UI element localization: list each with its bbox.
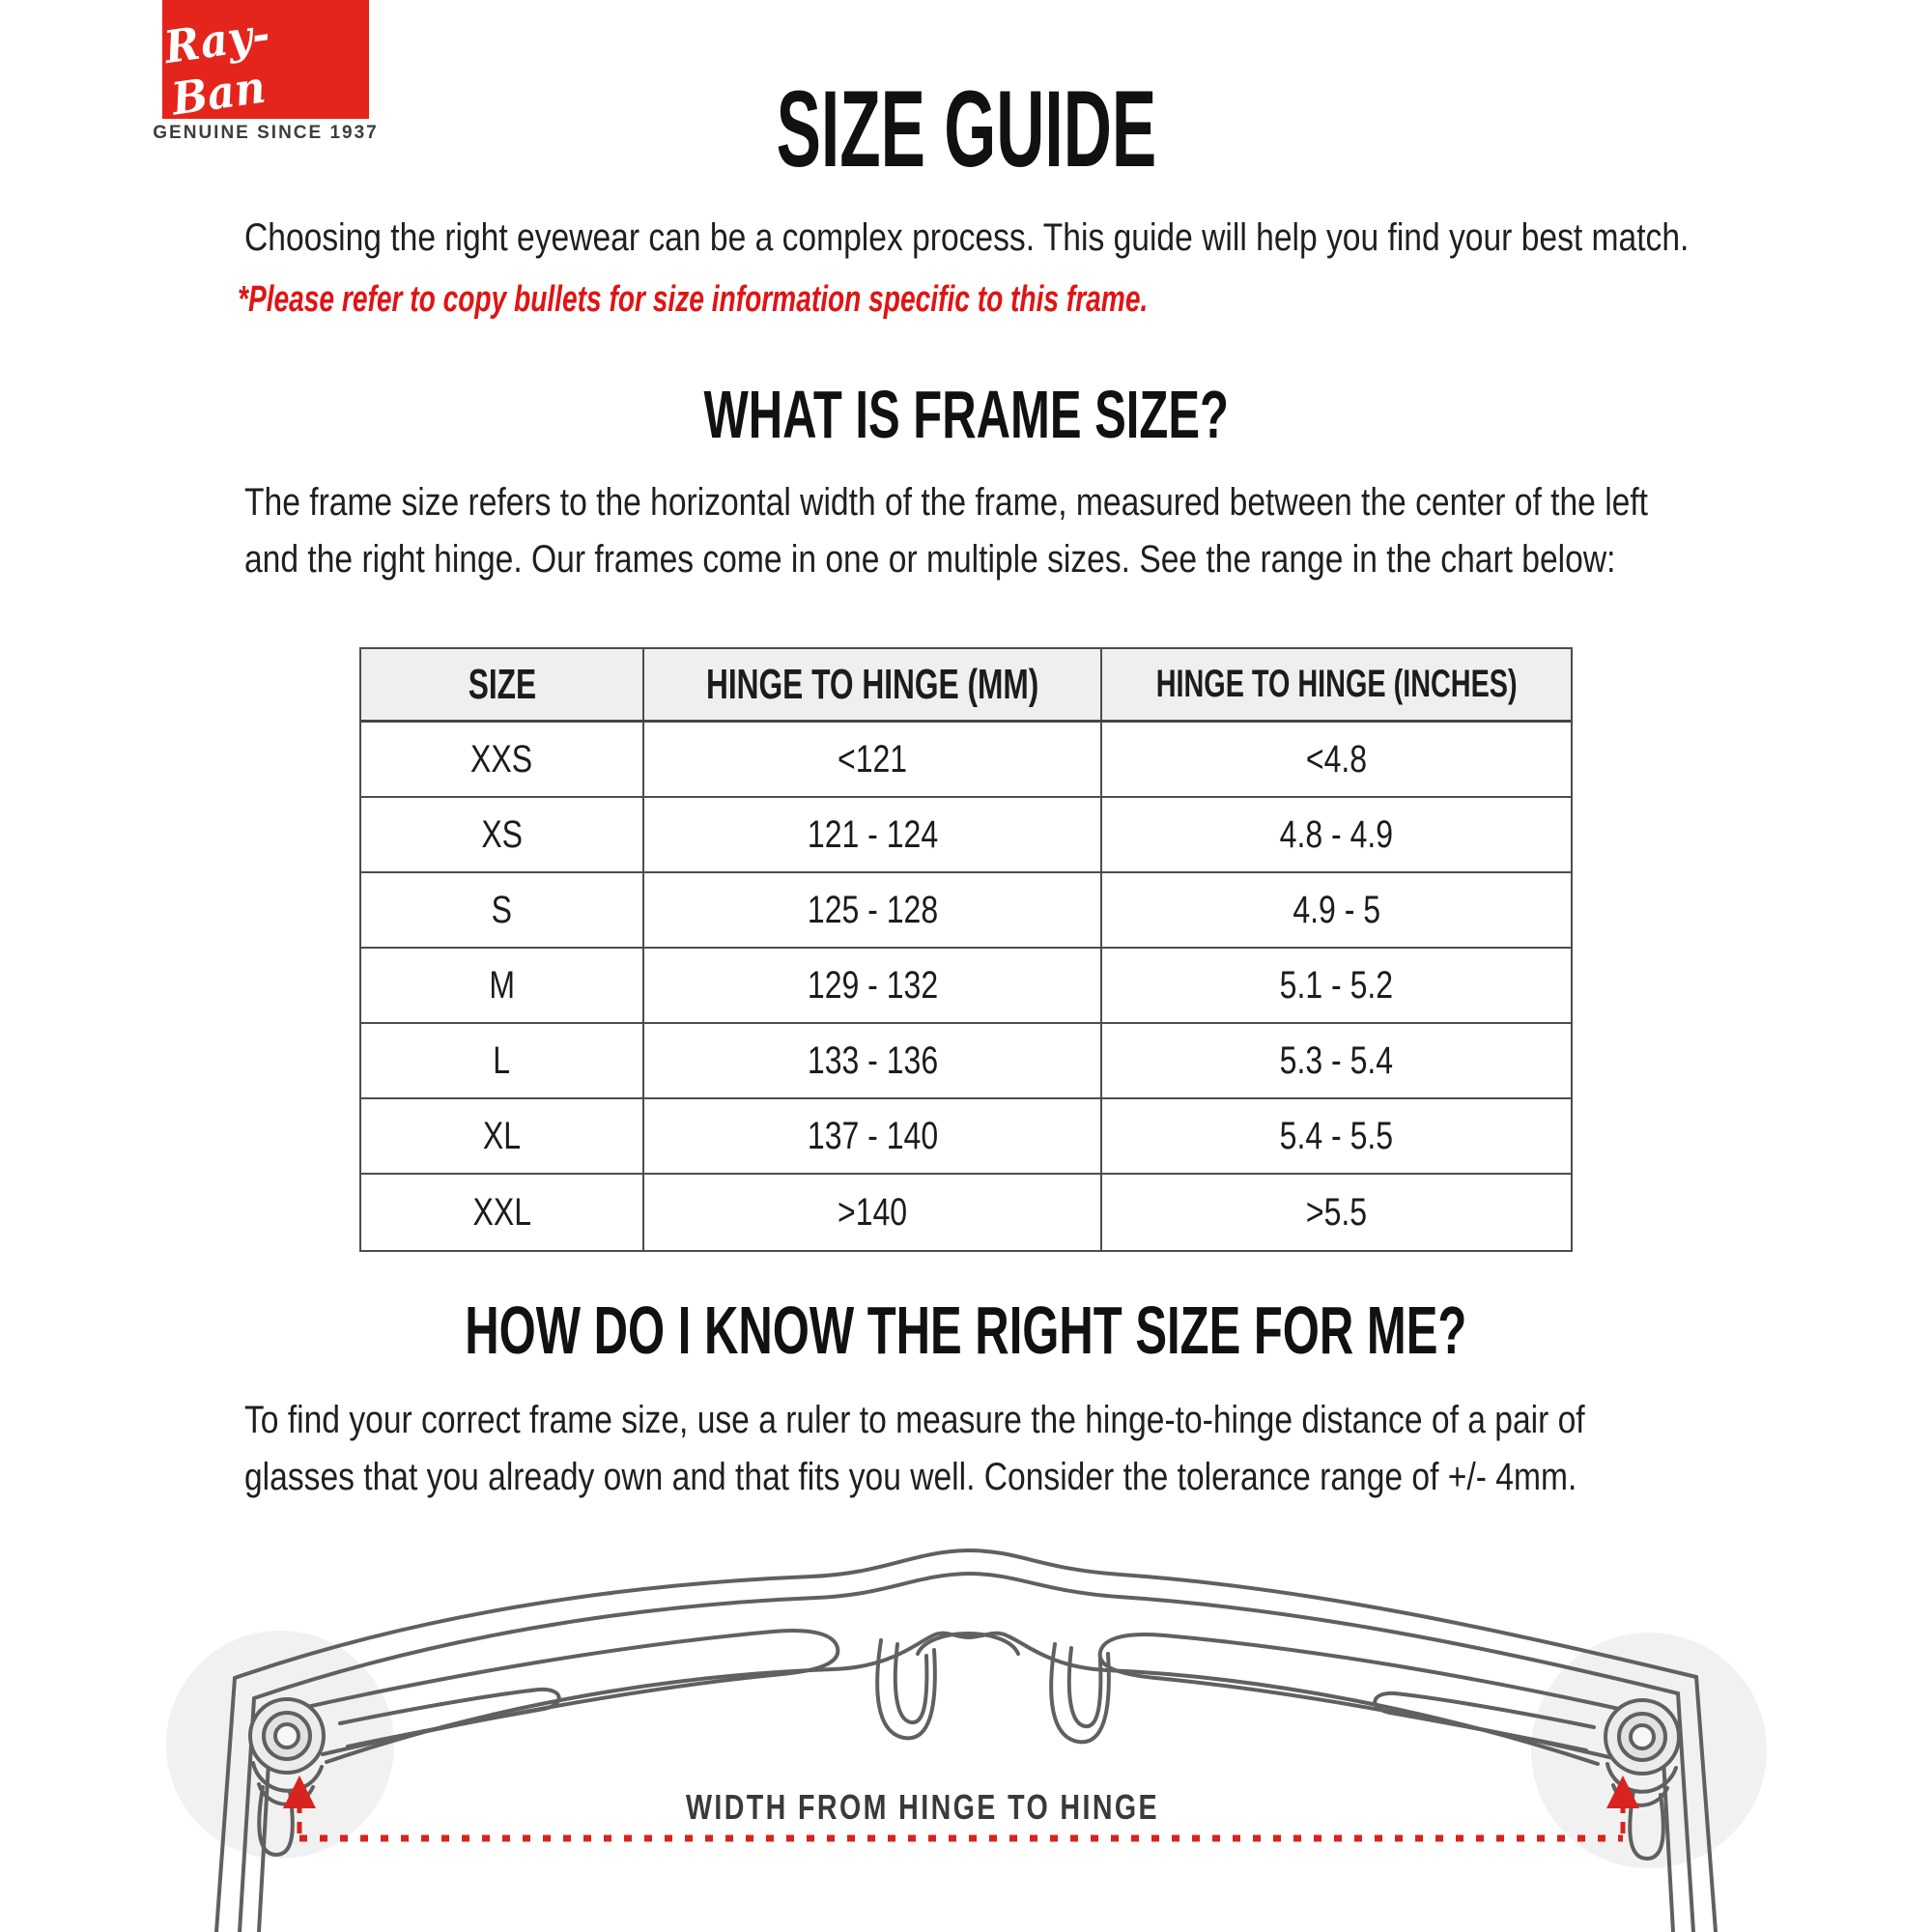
table-row bbox=[361, 949, 1571, 1024]
table-cell: XXL bbox=[361, 1175, 644, 1250]
table-cell: 133 - 136 bbox=[644, 1024, 1103, 1097]
table-cell: XXS bbox=[361, 723, 644, 796]
brand-tagline: GENUINE SINCE 1937 bbox=[153, 123, 379, 143]
hinge-width-diagram bbox=[0, 1546, 1932, 1932]
table-cell: 121 - 124 bbox=[644, 798, 1103, 871]
glasses-top-view-outline bbox=[216, 1550, 1716, 1932]
table-row bbox=[361, 798, 1571, 873]
frame-note-text: *Please refer to copy bullets for size information specific to this frame. bbox=[238, 279, 1149, 320]
table-row bbox=[361, 1024, 1571, 1099]
frame-size-body-line1: The frame size refers to the horizontal width of the frame, measured between the center of the left bbox=[244, 481, 1649, 524]
table-cell: 4.9 - 5 bbox=[1293, 888, 1381, 931]
table-cell: L bbox=[361, 1024, 644, 1097]
table-row bbox=[361, 1099, 1571, 1175]
hinge-highlight-circles bbox=[166, 1631, 1767, 1868]
table-cell: XL bbox=[361, 1099, 644, 1173]
page-title: SIZE GUIDE bbox=[776, 69, 1156, 189]
table-cell: >140 bbox=[644, 1175, 1103, 1250]
table-row bbox=[361, 723, 1571, 798]
table-header-row bbox=[361, 649, 1571, 723]
table-cell: XS bbox=[361, 798, 644, 871]
table-cell: M bbox=[361, 949, 644, 1022]
table-cell: 5.4 - 5.5 bbox=[1280, 1114, 1394, 1157]
hinge-screws bbox=[250, 1699, 1679, 1774]
table-header-cell: HINGE TO HINGE (MM) bbox=[644, 649, 1103, 720]
table-header-cell: HINGE TO HINGE (INCHES) bbox=[1155, 663, 1518, 705]
table-cell: 4.8 - 4.9 bbox=[1280, 812, 1394, 856]
table-row bbox=[361, 873, 1571, 949]
right-size-body-line1: To find your correct frame size, use a ruler to measure the hinge-to-hinge distance of a pair of bbox=[244, 1399, 1585, 1441]
table-header-cell: SIZE bbox=[361, 649, 644, 720]
table-cell: 5.3 - 5.4 bbox=[1280, 1038, 1394, 1082]
section-heading-right-size: HOW DO I KNOW THE RIGHT SIZE FOR ME? bbox=[465, 1293, 1467, 1368]
frame-size-body-line2: and the right hinge. Our frames come in one or multiple sizes. See the range in the chart below: bbox=[244, 538, 1616, 581]
table-cell: 129 - 132 bbox=[644, 949, 1103, 1022]
hinge-width-label: WIDTH FROM HINGE TO HINGE bbox=[686, 1787, 1159, 1827]
section-heading-frame-size: WHAT IS FRAME SIZE? bbox=[703, 377, 1229, 452]
right-size-body-line2: glasses that you already own and that fits you well. Consider the tolerance range of +/- 4mm. bbox=[244, 1456, 1577, 1498]
size-table bbox=[359, 647, 1573, 1252]
table-cell: <121 bbox=[644, 723, 1103, 796]
table-cell: 137 - 140 bbox=[644, 1099, 1103, 1173]
table-cell: >5.5 bbox=[1306, 1190, 1368, 1234]
table-cell: <4.8 bbox=[1306, 737, 1368, 781]
table-cell: S bbox=[361, 873, 644, 947]
rayban-logo-text: Ray-Ban bbox=[160, 6, 273, 126]
intro-text: Choosing the right eyewear can be a complex process. This guide will help you find your best match. bbox=[244, 216, 1690, 259]
table-cell: 5.1 - 5.2 bbox=[1280, 963, 1394, 1007]
table-row bbox=[361, 1175, 1571, 1250]
table-cell: 125 - 128 bbox=[644, 873, 1103, 947]
